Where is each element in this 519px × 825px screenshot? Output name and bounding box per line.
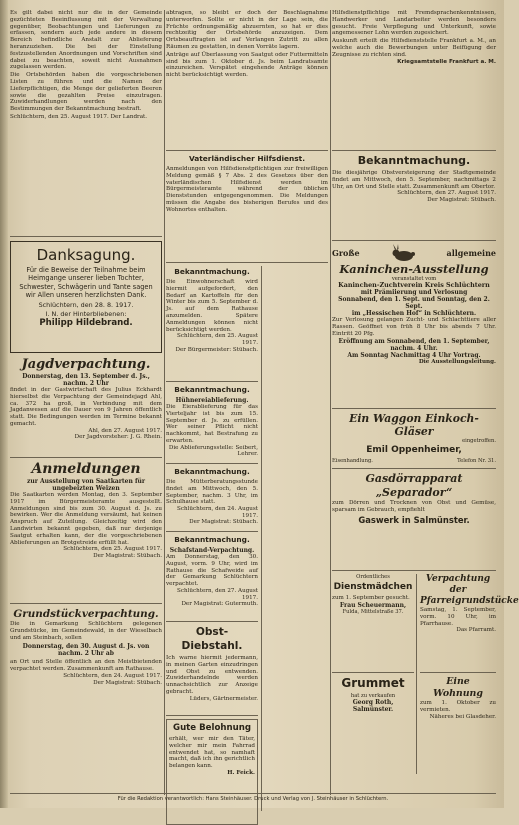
hilfsdienst-body: Anmeldungen von Hilfsdienstpflichtigen zur freiwilligen Meldung gemäß § 7 Abs. 2 des Gesetzes über den vaterländischen Hilfsdienst werden im Bürgermeisteramte während der üblichen Dienststunden entgegengenommen. Die Meldungen müssen die Angabe des bisherigen Berufes und des Wohnortes enthalten. — [166, 166, 328, 213]
bek-a-body: Die Einwohnerschaft wird hiermit aufgefordert, den Bedarf an Kartoffeln für den Winter bis zum 5. September d. Js. auf dem Rathause anzumelden. Spätere Anmeldungen können nicht berücksichtigt werden. — [166, 279, 258, 333]
hilfsdienst-continuation — [332, 10, 496, 151]
kan-pre2: allgemeine — [446, 248, 496, 258]
bek-right-signature-name: Der Magistrat: Stübach. — [427, 196, 496, 203]
kan-by: veranstaltet vom — [391, 276, 437, 282]
paragraph: Schlüchtern, den 25. August 1917. Der Landrat. — [10, 113, 148, 120]
bek-d-subtitle: Schafstand-Verpachtung. — [169, 547, 255, 554]
bekanntmachung-d — [166, 535, 258, 622]
obst-title: Obst-Diebstahl. — [181, 626, 243, 652]
danksagung-name: Philipp Hildebrand. — [39, 317, 133, 328]
anmeldungen-notice — [10, 461, 162, 604]
bek-c-title: Bekanntmachung. — [174, 467, 250, 476]
page-fold-shadow — [0, 0, 8, 808]
grundstueck-notice — [10, 607, 162, 757]
kan-vortrag: Am Sonntag Nachmittag 4 Uhr Vortrag. — [347, 351, 481, 359]
paragraph: Die Ortsbehörden haben die vorgeschriebenen Listen zu führen und die Namen der Lieferpflichtigen, die Menge der gelieferten Beeren sowie die gezahlten Preise einzutragen. Zuwiderhandlungen werden nach den Bestimmungen der Bekanntmachung bestraft. — [10, 72, 162, 113]
belohnung-title: Gute Belohnung — [173, 723, 251, 733]
danksagung-date: Schlüchtern, den 28. 8. 1917. — [38, 300, 134, 309]
column-middle — [166, 10, 328, 811]
bek-right-body: Die diesjährige Obstversteigerung der Stadtgemeinde findet am Mittwoch, den 5. September, nachmittags 2 Uhr, an Ort und Stelle statt. Zusammenkunft am Obertor. — [332, 170, 496, 190]
hilfsdienst-notice — [166, 154, 328, 263]
jagd-date: Donnerstag, den 13. September d. Js., nachm. 2 Uhr — [22, 373, 150, 387]
gas-body: zum Dörren und Trocknen von Obst und Gemüse, sparsam im Gebrauch, empfiehlt — [332, 500, 496, 513]
paragraph: abtragen, so bleibt er doch der Beschlagnahme unterworfen. Sollte er nicht in der Lage sein, die Früchte ordnungsmäßig abzuernten, so hat er dies rechtzeitig der Ortsbehörde anzuzeigen. Dem Ortsbeauftragten ist auf Verlangen Zutritt zu allen Räumen zu gestatten, in denen Vorräte lagern. — [166, 10, 328, 50]
bottom-ads-row — [332, 574, 519, 774]
jagd-body: findet in der Gastwirtschaft des Julius Eckhardt hierselbst die Verpachtung der Gemeindejagd Ahl, ca. 372 ha groß, in Verbindung mit dem Jagdanwesen auf die Dauer von 9 Jahren öffentlich statt. Die Bedingungen werden im Termine bekannt gemacht. — [10, 387, 162, 427]
rabbit-icon — [388, 244, 418, 262]
dienst-title: Dienstmädchen — [333, 582, 413, 593]
kan-body: Zur Verlosung gelangen Zucht- und Schlachttiere aller Rassen. Geöffnet von früh 8 Uhr bis abends 7 Uhr. Eintritt 20 Pfg. — [332, 317, 496, 337]
anmeldungen-signature-name: Der Magistrat: Stübach. — [93, 552, 162, 559]
danksagung-body: Für die Beweise der Teilnahme beim Heimgange unserer lieben Tochter, Schwester, Schwägerin und Tante sagen wir Allen unseren herzlichsten Dank. — [19, 266, 153, 300]
middle-narrow-column — [166, 266, 258, 825]
belohnung-notice — [166, 719, 258, 825]
kriegsamt-signature: Kriegsamtstelle Frankfurt a. M. — [397, 58, 496, 65]
jagd-signature-name: Der Jagdvorsteher: J. G. Rhein. — [74, 434, 162, 441]
bek-d-body: Am Donnerstag, den 30. August, vorm. 9 Uhr, wird im Rathause die Schafweide auf der Gemarkung Schlüchtern verpachtet. — [166, 554, 258, 588]
jagd-title: Jagdverpachtung. — [21, 357, 151, 372]
danksagung-title: Danksagung. — [36, 246, 136, 264]
kaninchen-header — [332, 244, 496, 262]
grummet-title: Grummet — [341, 676, 405, 690]
pfarr-signature: Das Pfarramt. — [456, 627, 496, 634]
wohnung-title: Eine Wohnung — [433, 676, 483, 699]
grund-date: Donnerstag, den 30. August d. Js. von nachm. 2 Uhr ab — [22, 643, 150, 658]
gas-name: Gaswerk in Salmünster. — [358, 514, 470, 525]
waggon-phone: Telefon Nr. 31. — [457, 458, 496, 465]
column-rule-1 — [164, 10, 165, 795]
waggon-footer — [332, 458, 496, 464]
hilfsdienst-title: Vaterländischer Hilfsdienst. — [188, 154, 306, 163]
danksagung-box — [10, 241, 162, 353]
grund-body-2: an Ort und Stelle öffentlich an den Meistbietenden verpachtet werden. Zusammenkunft am Rathause. — [10, 659, 162, 673]
bek-b-signature: Die Ablieferungsstelle: Seibert, Lehrer. — [168, 444, 258, 458]
bek-a-signature-name: Der Bürgermeister: Stübach. — [175, 346, 258, 353]
anmeldungen-signature: Schlüchtern, den 25. August 1917. — [63, 546, 162, 553]
gasdoerr-ad — [332, 472, 496, 571]
pfarr-body: Samstag, 1. September, vorm. 10 Uhr, im Pfarrhause. — [420, 607, 496, 627]
column-rule-2 — [330, 10, 331, 795]
belohnung-signature: H. Feick. — [227, 769, 255, 776]
bek-c-body: Die Mütterberatungsstunde findet am Mittwoch, den 5. September, nachm. 3 Uhr, im Schulhause statt. — [166, 479, 258, 506]
notice-continuation-middle — [166, 10, 328, 151]
bekanntmachung-right — [332, 154, 496, 241]
dienst-name: Frau Scheuermann, — [339, 602, 407, 609]
page-footer-imprint: Für die Redaktion verantwortlich: Hans Steinhäuser. Druck und Verlag von J. Steinhäuser in Schlüchtern. — [10, 793, 496, 802]
paragraph: Anträge auf Überlassung von Saatgut oder Futtermitteln sind bis zum 1. Oktober d. Js. beim Landratsamte einzureichen. Verspätet eingehende Anträge können nicht berücksichtigt werden. — [166, 51, 328, 79]
waggon-title: Ein Waggon Einkoch-Gläser — [349, 412, 479, 438]
paragraph: Es gilt dabei nicht nur die in der Gemeinde gezüchteten Beeinflussung mit der Verwaltung gegenüber, Beobachtungen und Lieferungen zu erfassen, sondern auch jede andere in diesem Bereich befindliche Anstalt zur Ablieferung heranzuziehen. Die bei der Einstellung festzustellenden Anordnungen und Vorschriften sind dabei zu beachten, soweit nicht Ausnahmen zugelassen werden. — [10, 10, 162, 71]
bek-d-title: Bekanntmachung. — [174, 535, 250, 544]
column-right — [332, 10, 519, 774]
jagdverpachtung-notice — [10, 357, 162, 458]
anmeldungen-subtitle: zur Ausstellung von Saatkarten für ungebeizten Weizen — [26, 478, 146, 492]
bekanntmachung-a — [166, 267, 258, 382]
gas-title: Gasdörrapparat „Separador“ — [365, 472, 463, 499]
bek-b-title: Bekanntmachung. — [174, 385, 250, 394]
pfarr-title: Verpachtung der Pfarreigrundstücke — [420, 574, 519, 606]
waggon-name: Emil Oppenheimer, — [366, 445, 462, 456]
wohnung-signature: Näheres bei Glasdeher. — [429, 713, 496, 720]
bottom-ads-right — [420, 574, 519, 774]
waggon-trade: Eisenhandlung. — [332, 458, 373, 465]
belohnung-body: erhält, wer mir den Täter, welcher mir mein Fahrrad entwendet hat, so namhaft macht, daß ich ihn gerichtlich belangen kann. — [169, 736, 255, 770]
dienst-body: zum 1. September gesucht. — [332, 595, 410, 602]
bek-d-signature: Schlüchtern, den 27. August 1917. — [177, 587, 258, 601]
bek-c-signature: Schlüchtern, den 24. August 1917. — [177, 506, 258, 519]
paragraph: Auskunft erteilt die Hilfsdienststelle Frankfurt a. M., an welche auch die Bewerbungen unter Beifügung der Zeugnisse zu richten sind. — [332, 38, 496, 58]
kan-open: Eröffnung am Sonnabend, den 1. September, nachm. 4 Uhr. — [338, 337, 490, 352]
paragraph: Hilfsdienstpflichtige mit Fremdsprachenkenntnissen, Handwerker und Landarbeiter werden besonders gesucht. Freie Verpflegung und Unterkunft, sowie angemessener Lohn werden zugesichert. — [332, 10, 496, 37]
grund-title: Grundstückverpachtung. — [13, 608, 159, 620]
bek-d-signature-name: Der Magistrat: Gutermuth. — [181, 601, 258, 608]
kan-date: Sonnabend, den 1. Sept. und Sonntag, den 2. Sept. — [338, 296, 490, 311]
obst-diebstahl-notice — [166, 625, 258, 716]
bek-right-signature: Schlüchtern, den 27. August 1917. — [397, 190, 496, 197]
kan-venue: im „Hessischen Hof“ in Schlüchtern. — [351, 310, 477, 318]
dienst-addr: Fulda, Mittelstraße 37. — [342, 609, 404, 615]
middle-lower-area — [166, 266, 328, 811]
kan-signature: Die Ausstellungsleitung. — [418, 358, 496, 365]
bottom-ads-left — [332, 574, 417, 774]
bek-c-signature-name: Der Magistrat: Stübach. — [189, 519, 258, 526]
middle-right-blank — [263, 266, 328, 811]
bek-right-title: Bekanntmachung. — [357, 154, 471, 167]
obst-signature: Lüders, Gärtnermeister. — [189, 695, 258, 702]
grummet-ad — [332, 676, 414, 756]
waggon-sub: eingetroffen. — [462, 438, 496, 444]
grummet-name: Georg Roth, Salmünster. — [352, 699, 394, 714]
bek-a-title: Bekanntmachung. — [174, 267, 250, 276]
obst-body: Ich warne hiermit jedermann, in meinen Garten einzudringen und Obst zu entwenden. Zuwiderhandelnde werden unnachsichtlich zur Anzeige gebracht. — [166, 655, 258, 695]
jagd-signature: Ahl, den 27. August 1917. — [88, 427, 162, 434]
grund-signature: Schlüchtern, den 24. August 1917. — [63, 672, 162, 679]
anmeldungen-body: Die Saatkarten werden Montag, den 3. September 1917 im Bürgermeisteramte ausgestellt. Anmeldungen sind bis zum 30. August d. Js. zu bewirken. Wer die Anmeldung versäumt, hat keinen Anspruch auf Zuteilung. Gleichzeitig wird den Landwirten bekannt gegeben, daß nur derjenige Saatgut erhalten kann, der die vorgeschriebenen Ablieferungen an Brotgetreide erfüllt hat. — [10, 492, 162, 546]
kan-prize: mit Prämiierung und Verlosung — [360, 289, 468, 297]
bek-a-signature: Schlüchtern, den 25. August 1917. — [177, 333, 258, 346]
dienst-pre: Ordentliches — [356, 574, 390, 580]
notice-continuation-left — [10, 10, 162, 237]
anmeldungen-title: Anmeldungen — [31, 461, 141, 477]
bekanntmachung-b — [166, 385, 258, 464]
bekanntmachung-c — [166, 467, 258, 532]
bek-b-body: Die Eierablieferung für das Vierteljahr ist bis zum 15. September d. Js. zu erfüllen. Wer seiner Pflicht nicht nachkommt, hat Bestrafung zu erwarten. — [166, 404, 258, 444]
waggon-ad — [332, 412, 496, 469]
grund-body: Die in Gemarkung Schlüchtern gelegenen Grundstücke, im Gemeindewald, in der Wieselbach und am Steinbach, sollen — [10, 621, 162, 641]
kaninchen-ausstellung-ad — [332, 244, 496, 409]
kan-pre: Große — [332, 248, 360, 258]
grummet-body: hat zu verkaufen — [350, 693, 396, 699]
kan-org: Kaninchen-Zuchtverein Kreis Schlüchtern — [338, 281, 490, 290]
wohnung-body: zum 1. Oktober zu vermieten. — [420, 700, 496, 713]
column-left — [10, 10, 162, 757]
danksagung-on-behalf: I. N. der Hinterbliebenen: — [45, 309, 127, 318]
dienstmaedchen-ad — [332, 574, 414, 673]
bek-b-subtitle: Hühnereiablieferung. — [175, 397, 249, 404]
wohnung-ad — [420, 676, 496, 756]
grund-signature-name: Der Magistrat: Stübach. — [93, 679, 162, 686]
kan-title: Kaninchen-Ausstellung — [339, 262, 489, 276]
pfarr-verpachtung-ad — [420, 574, 519, 673]
